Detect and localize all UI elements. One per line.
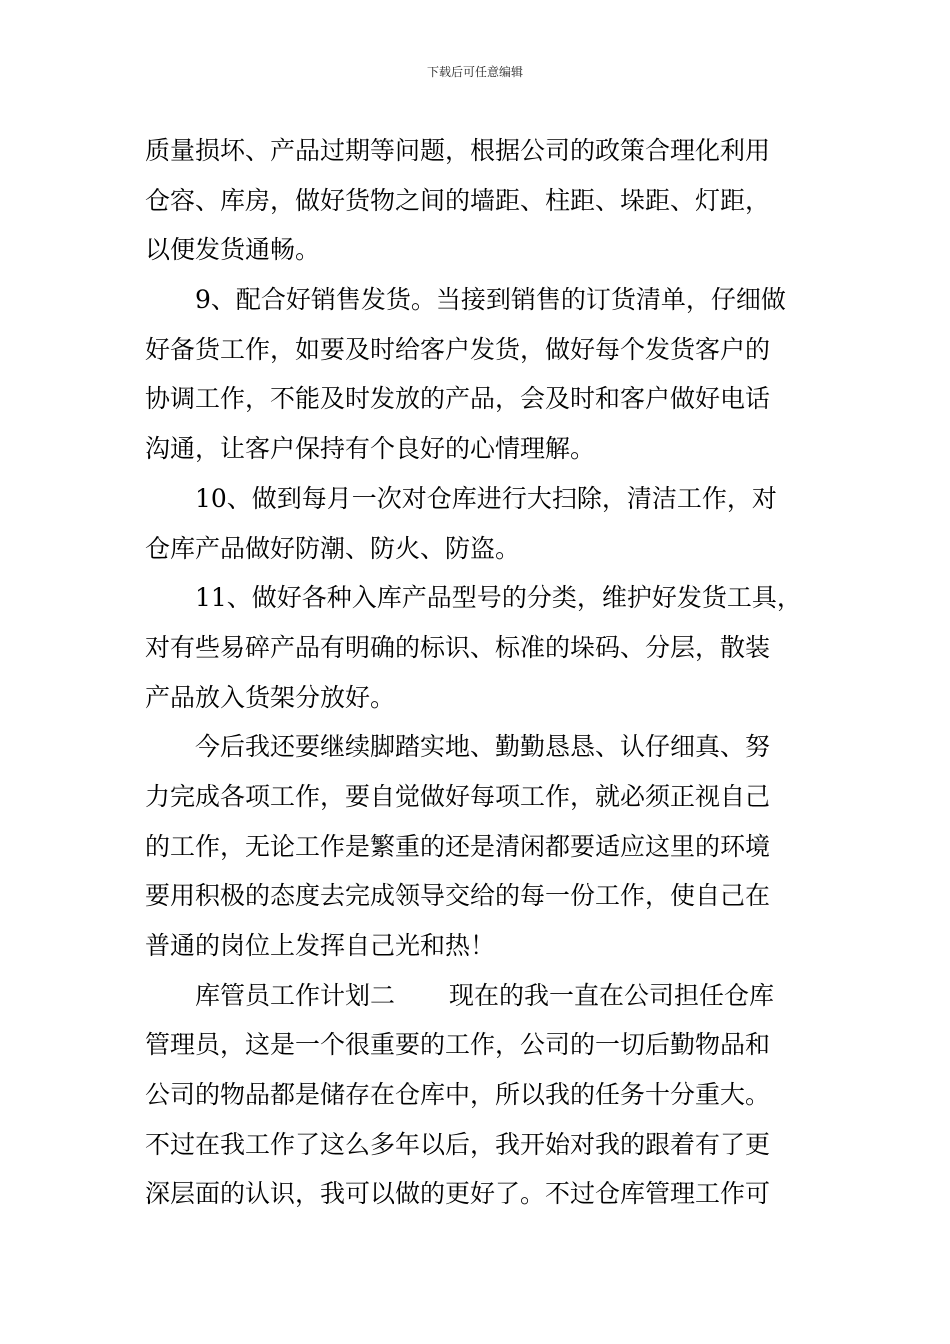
text-line: 公司的物品都是储存在仓库中，所以我的任务十分重大。 <box>145 1080 771 1110</box>
text-line: 力完成各项工作，要自觉做好每项工作，就必须正视自己 <box>145 781 771 811</box>
paragraph-start-item-11: 11、做好各种入库产品型号的分类，维护好发货工具， <box>195 583 802 613</box>
text-line: 沟通，让客户保持有个良好的心情理解。 <box>145 434 596 464</box>
paragraph-start-item-10: 10、做到每月一次对仓库进行大扫除，清洁工作，对 <box>195 483 777 513</box>
paragraph-start-conclusion: 今后我还要继续脚踏实地、勤勤恳恳、认仔细真、努 <box>195 732 771 762</box>
text-line: 质量损坏、产品过期等问题，根据公司的政策合理化利用 <box>145 136 771 165</box>
text-line: 深层面的认识，我可以做的更好了。不过仓库管理工作可 <box>145 1179 771 1209</box>
text-line: 的工作，无论工作是繁重的还是清闲都要适应这里的环境 <box>145 831 771 861</box>
text-line: 仓库产品做好防潮、防火、防盗。 <box>145 533 521 563</box>
text-line: 对有些易碎产品有明确的标识、标准的垛码、分层，散装 <box>145 632 771 662</box>
paragraph-start-item-9: 9、配合好销售发货。当接到销售的订货清单，仔细做 <box>195 285 786 315</box>
text-line: 要用积极的态度去完成领导交给的每一份工作，使自己在 <box>145 881 771 911</box>
text-line: 以便发货通畅。 <box>145 235 321 265</box>
section-intro-text: 现在的我一直在公司担任仓库 <box>449 980 775 1010</box>
text-line: 普通的岗位上发挥自己光和热！ <box>145 931 496 960</box>
page-header: 下载后可任意编辑 <box>426 65 523 79</box>
document-body <box>145 126 810 1219</box>
text-line: 仓容、库房，做好货物之间的墙距、柱距、垛距、灯距， <box>145 185 771 215</box>
text-line: 产品放入货架分放好。 <box>145 682 396 712</box>
text-line: 不过在我工作了这么多年以后，我开始对我的跟着有了更 <box>145 1129 771 1159</box>
text-line: 管理员，这是一个很重要的工作，公司的一切后勤物品和 <box>145 1030 771 1060</box>
section-heading: 库管员工作计划二 <box>195 980 396 1010</box>
section-heading-line <box>145 971 810 1021</box>
text-line: 好备货工作，如要及时给客户发货，做好每个发货客户的 <box>145 334 771 364</box>
text-line: 协调工作，不能及时发放的产品，会及时和客户做好电话 <box>145 384 771 414</box>
